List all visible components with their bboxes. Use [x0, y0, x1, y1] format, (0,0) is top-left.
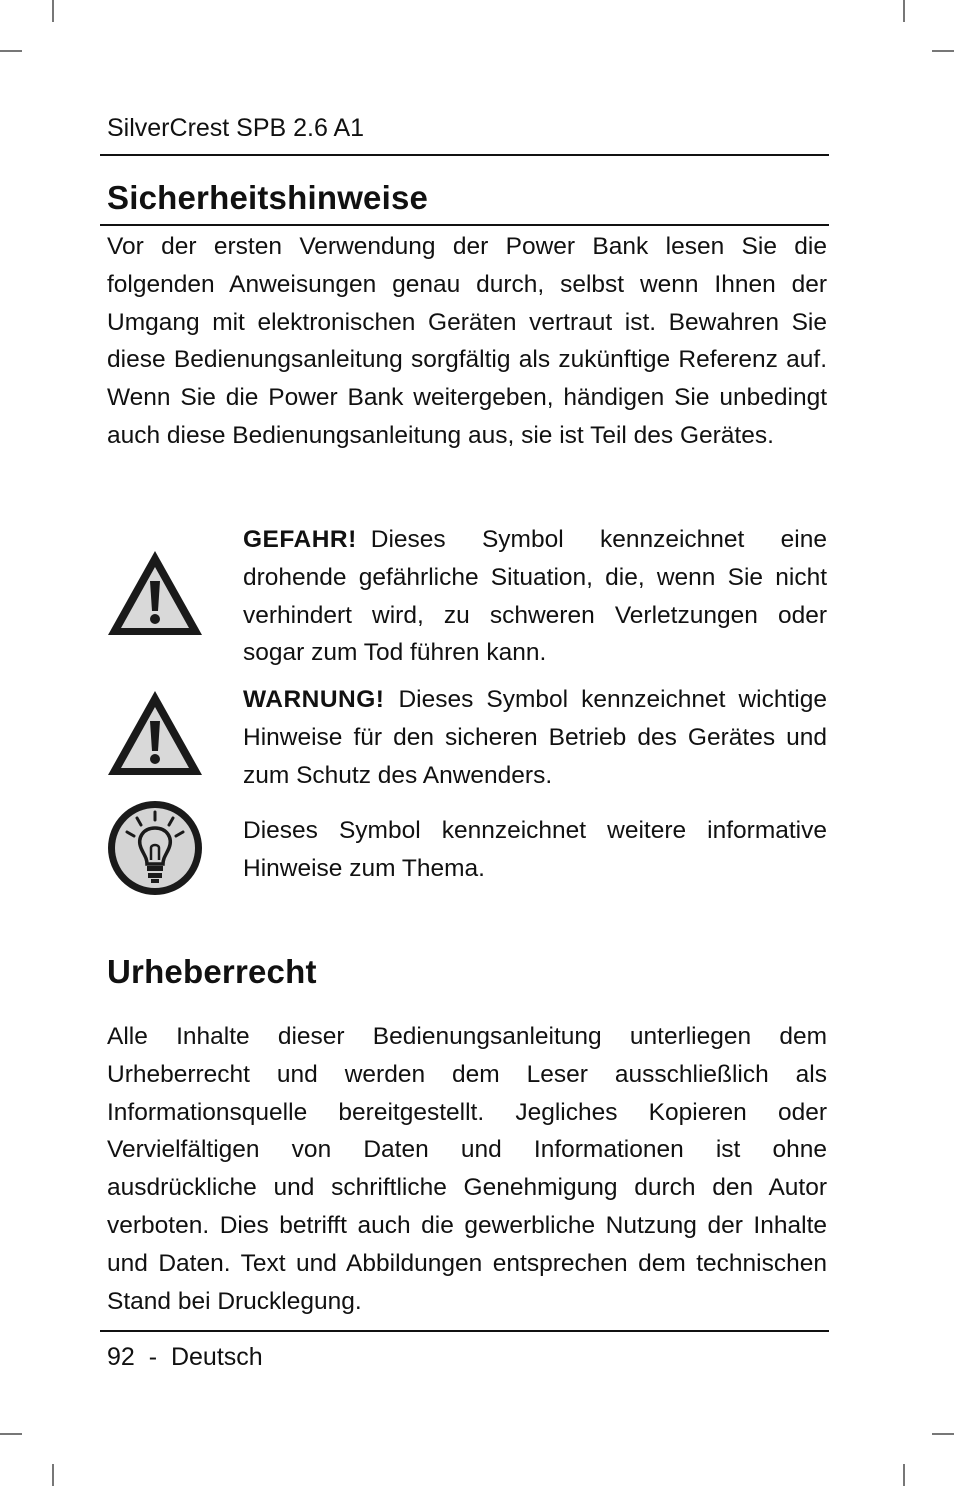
header-rule: [100, 154, 829, 156]
danger-triangle-icon: [105, 545, 205, 645]
page-footer: [107, 1340, 263, 1374]
section-rule: [100, 224, 829, 226]
note-label: WARNUNG!: [243, 686, 385, 713]
note-info: [243, 812, 827, 888]
crop-mark: [52, 1464, 54, 1486]
crop-mark: [0, 50, 22, 52]
crop-mark: [903, 0, 905, 22]
crop-mark: [0, 1433, 22, 1435]
note-label: GEFAHR!: [243, 526, 357, 553]
note-text: Dieses Symbol kennzeichnet eine drohende gefährliche Situation, die, wenn Sie nicht verhindert wird, zu schweren Verletzungen oder sogar zum Tod führen kann.: [243, 526, 827, 667]
lightbulb-info-icon: [105, 798, 205, 898]
footer-rule: [100, 1330, 829, 1332]
footer-separator: -: [148, 1343, 158, 1371]
safety-intro-paragraph: Vor der ersten Verwendung der Power Bank lesen Sie die folgenden Anweisungen genau durch, selbst wenn Ihnen der Umgang mit elektronischen Geräten vertraut ist. Bewahren Sie diese Bedienungsanleitung sorgfältig als zukünftige Referenz auf. Wenn Sie die Power Bank weitergeben, händigen Sie unbedingt auch diese Bedienungsanleitung aus, sie ist Teil des Gerätes.: [107, 233, 827, 449]
crop-mark: [932, 1433, 954, 1435]
crop-mark: [52, 0, 54, 22]
crop-mark: [903, 1464, 905, 1486]
copyright-paragraph: Alle Inhalte dieser Bedienungsanleitung unterliegen dem Urheberrecht und werden dem Leser ausschließlich als Informationsquelle bereitgestellt. Jegliches Kopieren oder Vervielfältigen von Daten und Informationen ist ohne ausdrückliche und schriftliche Genehmigung durch den Autor verboten. Dies betrifft auch die gewerbliche Nutzung der Inhalte und Daten. Text und Abbildungen entsprechen dem technischen Stand bei Drucklegung.: [107, 1023, 827, 1315]
section-heading-copyright: Urheberrecht: [107, 953, 317, 990]
section-heading-safety: Sicherheitshinweise: [107, 179, 429, 216]
footer-language: Deutsch: [170, 1343, 263, 1371]
document-header-title: SilverCrest SPB 2.6 A1: [107, 114, 365, 142]
note-text: Dieses Symbol kennzeichnet weitere informative Hinweise zum Thema.: [243, 817, 827, 882]
warning-triangle-icon: [105, 685, 205, 785]
page-number: 92: [107, 1343, 135, 1371]
crop-mark: [932, 50, 954, 52]
note-danger: [243, 521, 827, 672]
note-warning: [243, 681, 827, 794]
note-text: Dieses Symbol kennzeichnet wichtige Hinweise für den sicheren Betrieb des Gerätes und zum Schutz des Anwenders.: [243, 686, 827, 789]
